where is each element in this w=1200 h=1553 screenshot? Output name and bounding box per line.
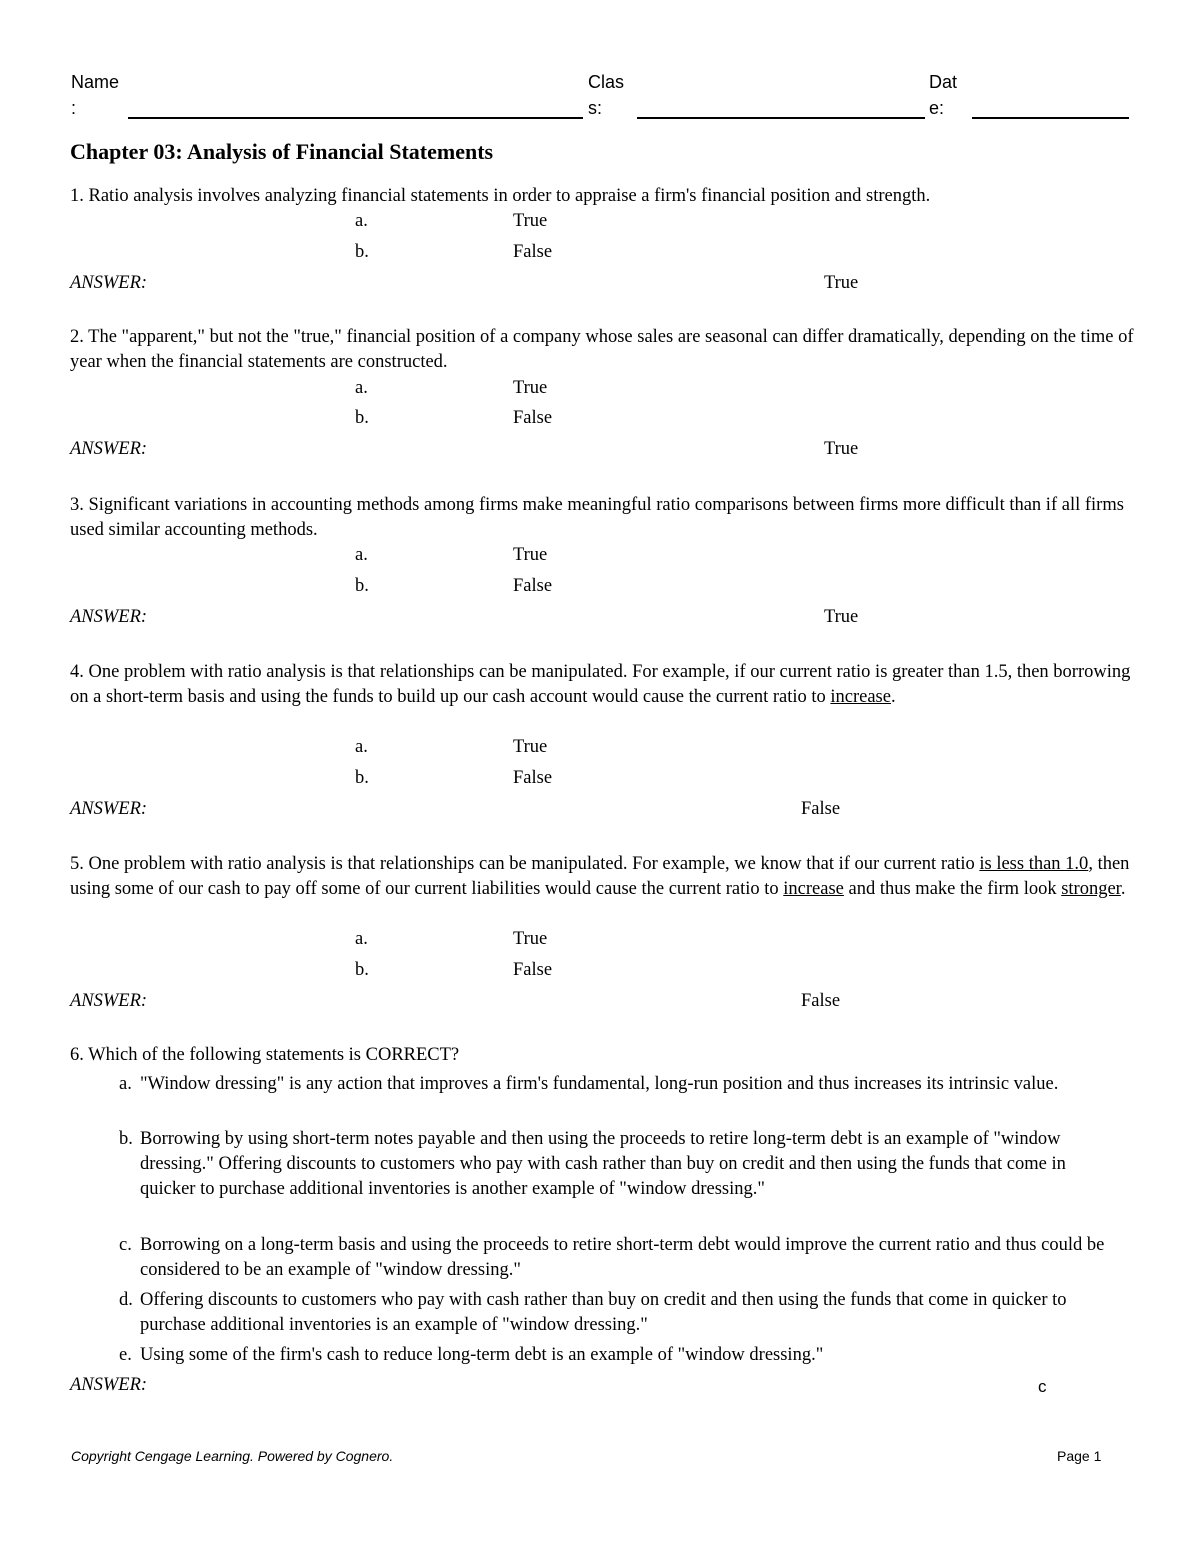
question-body: Significant variations in accounting methods among firms make meaningful ratio comparisons between firms more difficult than if all firms used similar accounting methods. bbox=[70, 495, 1124, 540]
option-text-e: Using some of the firm's cash to reduce long-term debt is an example of "window dressing." bbox=[140, 1345, 824, 1365]
answer-value: True bbox=[824, 439, 859, 459]
underlined-term: increase bbox=[830, 687, 891, 707]
option-text-b[interactable]: False bbox=[513, 768, 553, 788]
answer-label: ANSWER: bbox=[70, 273, 148, 293]
underlined-term: stronger bbox=[1061, 879, 1121, 899]
answer-value: False bbox=[801, 991, 841, 1011]
option-letter-a: a. bbox=[355, 211, 368, 231]
question-body: One problem with ratio analysis is that relationships can be manipulated. For example, we know that if our current ratio bbox=[88, 854, 980, 874]
option-letter-c: c. bbox=[119, 1235, 132, 1255]
question-text bbox=[70, 660, 1150, 710]
question-body: , then using some of our cash to pay off some of our current liabilities would cause the current ratio to bbox=[70, 854, 1130, 899]
question-text bbox=[70, 1043, 1150, 1068]
question-number: 2. bbox=[70, 327, 84, 347]
option-a[interactable] bbox=[119, 1072, 1125, 1097]
name-label-top: Name bbox=[71, 72, 120, 92]
copyright-footer: Copyright Cengage Learning. Powered by Cognero. bbox=[71, 1448, 394, 1464]
option-b[interactable] bbox=[119, 1127, 1125, 1202]
answer-value: True bbox=[824, 273, 859, 293]
class-label-top: Clas bbox=[588, 72, 625, 92]
option-text-c: Borrowing on a long-term basis and using the proceeds to retire short-term debt would improve the current ratio and thus could be considered to be an example of "window dressing." bbox=[140, 1235, 1105, 1280]
question-body: Which of the following statements is CORRECT? bbox=[88, 1045, 460, 1065]
question-number: 6. bbox=[70, 1045, 84, 1065]
option-letter-a: a. bbox=[355, 737, 368, 757]
option-text-a: "Window dressing" is any action that improves a firm's fundamental, long-run position and thus increases its intrinsic value. bbox=[140, 1074, 1059, 1094]
question-number: 1. bbox=[70, 186, 84, 206]
page-number: Page 1 bbox=[1057, 1448, 1102, 1464]
question-number: 4. bbox=[70, 662, 84, 682]
date-underline[interactable] bbox=[972, 117, 1129, 119]
option-letter-d: d. bbox=[119, 1290, 133, 1310]
question-number: 5. bbox=[70, 854, 84, 874]
answer-label: ANSWER: bbox=[70, 991, 148, 1011]
question-body: Ratio analysis involves analyzing financial statements in order to appraise a firm's financial position and strength. bbox=[88, 186, 931, 206]
underlined-term: increase bbox=[783, 879, 844, 899]
question-text bbox=[70, 493, 1150, 543]
answer-label: ANSWER: bbox=[70, 607, 148, 627]
question-body: The "apparent," but not the "true," financial position of a company whose sales are seasonal can differ dramatically, depending on the time of year when the financial statements are constructed. bbox=[70, 327, 1134, 372]
question-text bbox=[70, 325, 1150, 375]
option-letter-e: e. bbox=[119, 1345, 132, 1365]
option-letter-a: a. bbox=[355, 929, 368, 949]
answer-value: True bbox=[824, 607, 859, 627]
option-text-b: Borrowing by using short-term notes payable and then using the proceeds to retire long-term debt is an example of "window dressing." Offering discounts to customers who pay with cash rather than buy on credit and then using the funds that come in quicker to purchase additional inventories is another example of "window dressing." bbox=[140, 1129, 1066, 1199]
name-label-bottom: : bbox=[71, 98, 77, 118]
option-letter-b: b. bbox=[119, 1129, 133, 1149]
name-underline[interactable] bbox=[128, 117, 583, 119]
question-number: 3. bbox=[70, 495, 84, 515]
option-text-a[interactable]: True bbox=[513, 211, 548, 231]
option-letter-b: b. bbox=[355, 576, 369, 596]
date-label-bottom: e: bbox=[929, 98, 945, 118]
option-c[interactable] bbox=[119, 1233, 1125, 1283]
answer-value: False bbox=[801, 799, 841, 819]
question-text bbox=[70, 184, 1150, 209]
option-text-b[interactable]: False bbox=[513, 576, 553, 596]
answer-label: ANSWER: bbox=[70, 439, 148, 459]
option-text-b[interactable]: False bbox=[513, 960, 553, 980]
option-text-a[interactable]: True bbox=[513, 545, 548, 565]
option-letter-a: a. bbox=[355, 545, 368, 565]
question-body: and thus make the firm look bbox=[843, 879, 1062, 899]
option-letter-b: b. bbox=[355, 408, 369, 428]
option-text-a[interactable]: True bbox=[513, 929, 548, 949]
answer-label: ANSWER: bbox=[70, 799, 148, 819]
option-letter-a: a. bbox=[119, 1074, 132, 1094]
answer-label: ANSWER: bbox=[70, 1375, 148, 1395]
question-text bbox=[70, 852, 1150, 902]
option-e[interactable] bbox=[119, 1343, 1125, 1368]
option-text-a[interactable]: True bbox=[513, 737, 548, 757]
option-letter-b: b. bbox=[355, 768, 369, 788]
class-label-bottom: s: bbox=[588, 98, 603, 118]
option-letter-b: b. bbox=[355, 960, 369, 980]
option-text-a[interactable]: True bbox=[513, 378, 548, 398]
question-body-end: . bbox=[890, 687, 896, 707]
option-d[interactable] bbox=[119, 1288, 1125, 1338]
option-text-b[interactable]: False bbox=[513, 408, 553, 428]
class-underline[interactable] bbox=[637, 117, 925, 119]
question-body-end: . bbox=[1120, 879, 1126, 899]
option-text-b[interactable]: False bbox=[513, 242, 553, 262]
option-letter-b: b. bbox=[355, 242, 369, 262]
question-body: One problem with ratio analysis is that relationships can be manipulated. For example, if our current ratio is greater than 1.5, then borrowing on a short-term basis and using the funds to build up our cash account would cause the current ratio to bbox=[70, 662, 1131, 707]
date-label-top: Dat bbox=[929, 72, 958, 92]
answer-value: c bbox=[1038, 1377, 1047, 1396]
page-title: Chapter 03: Analysis of Financial Statements bbox=[70, 139, 494, 164]
underlined-term: is less than 1.0 bbox=[979, 854, 1089, 874]
option-text-d: Offering discounts to customers who pay with cash rather than buy on credit and then using the funds that come in quicker to purchase additional inventories is an example of "window dressing." bbox=[140, 1290, 1067, 1335]
option-letter-a: a. bbox=[355, 378, 368, 398]
